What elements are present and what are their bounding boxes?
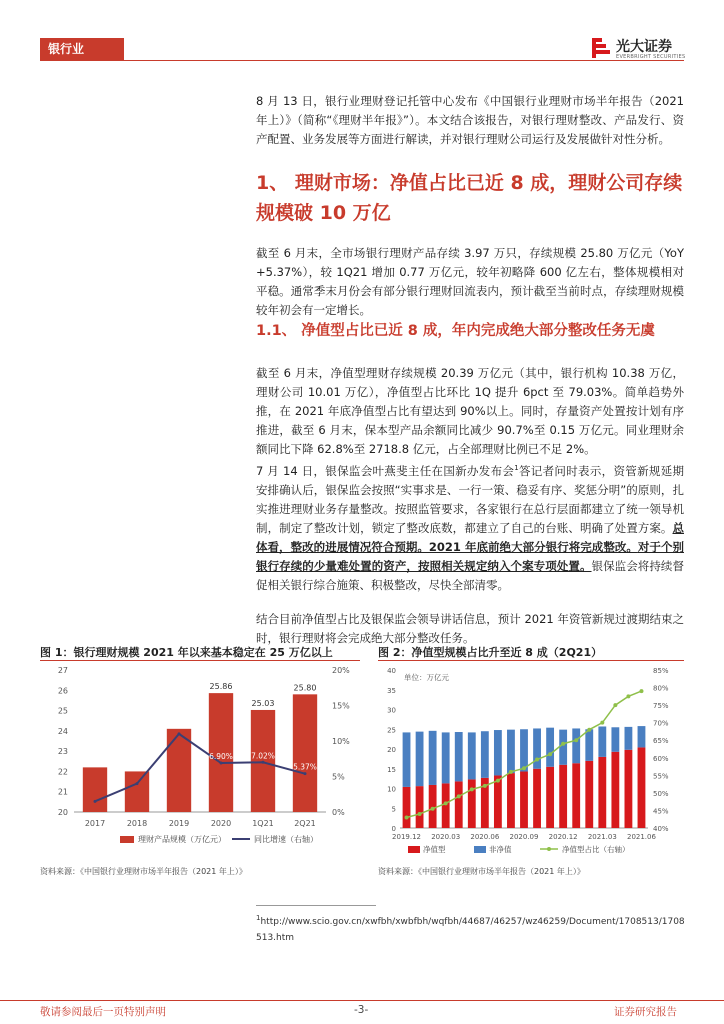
footnote bbox=[256, 910, 686, 946]
y-right-tick-label: 0% bbox=[332, 808, 345, 817]
everbright-logo-icon bbox=[590, 36, 612, 60]
page-header bbox=[0, 0, 724, 70]
x-tick-label: 2017 bbox=[84, 819, 106, 828]
bar-scale-2017 bbox=[83, 767, 107, 812]
y-left-tick-label: 25 bbox=[387, 726, 396, 735]
non-nav-bar bbox=[533, 728, 541, 768]
nav-bar bbox=[598, 757, 606, 828]
y-right-tick-label: 65% bbox=[653, 737, 669, 746]
nav-ratio-point bbox=[483, 784, 487, 788]
brand-name: 光大证券 bbox=[616, 39, 672, 55]
nav-bar bbox=[494, 775, 502, 828]
non-nav-bar bbox=[429, 731, 437, 785]
nav-bar bbox=[559, 765, 567, 828]
nav-bar bbox=[507, 773, 515, 828]
legend-bar-label: 理财产品规模（万亿元） bbox=[138, 835, 226, 844]
figure-1-source: 资料来源：《中国银行业理财市场半年报告（2021 年上）》 bbox=[40, 867, 247, 876]
header-divider bbox=[40, 60, 684, 61]
y-left-tick-label: 5 bbox=[391, 805, 396, 814]
y-right-tick-label: 20% bbox=[332, 666, 350, 675]
y-right-tick-label: 50% bbox=[653, 789, 669, 798]
non-nav-bar bbox=[625, 727, 633, 750]
non-nav-bar bbox=[442, 732, 450, 783]
section-1-1-para2 bbox=[256, 459, 684, 595]
y-left-tick-label: 10 bbox=[387, 785, 396, 794]
non-nav-bar bbox=[598, 726, 606, 756]
non-nav-bar bbox=[507, 730, 515, 773]
page-number: -3- bbox=[354, 1004, 369, 1016]
non-nav-bar bbox=[611, 727, 619, 751]
figure-2-title: 图 2：净值型规模占比升至近 8 成（2Q21） bbox=[378, 646, 603, 659]
x-tick-label: 2019 bbox=[168, 819, 190, 828]
section-1-heading: 1、 理财市场：净值占比已近 8 成，理财公司存续规模破 10 万亿 bbox=[256, 172, 683, 224]
nav-ratio-point bbox=[405, 815, 409, 819]
nav-bar bbox=[585, 761, 593, 828]
growth-data-label: 6.90% bbox=[209, 752, 233, 762]
y-left-tick-label: 40 bbox=[387, 667, 396, 675]
legend-non-nav-label: 非净值 bbox=[489, 845, 512, 854]
y-right-tick-label: 10% bbox=[332, 737, 350, 746]
x-tick-label: 2020.12 bbox=[548, 833, 578, 841]
y-right-tick-label: 75% bbox=[653, 702, 669, 711]
nav-bar bbox=[403, 787, 411, 828]
nav-ratio-point bbox=[535, 758, 539, 762]
nav-ratio-point bbox=[522, 766, 526, 770]
figure-2-chart bbox=[378, 662, 684, 862]
non-nav-bar bbox=[572, 728, 580, 763]
y-right-tick-label: 70% bbox=[653, 719, 669, 728]
non-nav-bar bbox=[546, 728, 554, 767]
section-1-1-body bbox=[256, 364, 684, 648]
y-left-tick-label: 21 bbox=[57, 787, 68, 797]
nav-ratio-point bbox=[574, 738, 578, 742]
section-1-text: 截至 6 月末，全市场银行理财产品存续 3.97 万只，存续规模 25.80 万亿元（YoY +5.37%），较 1Q21 增加 0.77 万亿元，较年初略降 600 亿左右，整体规模相对平稳。通常季末月份会有部分银行理财回流表内，预计截至当前时点，存续理财规模较年初会有一定增长。 bbox=[256, 246, 684, 317]
non-nav-bar bbox=[455, 732, 463, 781]
non-nav-bar bbox=[416, 732, 424, 787]
para2-bold-conclusion: 总体看，整改的进展情况符合预期。2021 年底前绝大部分银行将完成整改。 bbox=[256, 520, 684, 554]
x-tick-label: 2021.03 bbox=[587, 833, 617, 841]
footnote-url[interactable]: http://www.scio.gov.cn/xwfbh/xwbfbh/wqfbh/44687/46257/wz46259/Document/1708513/1708513.htm bbox=[256, 917, 685, 943]
legend-line-label: 同比增速（右轴） bbox=[254, 835, 318, 844]
growth-point bbox=[304, 772, 307, 775]
y-left-tick-label: 24 bbox=[57, 726, 68, 736]
growth-data-label: 7.02% bbox=[251, 751, 275, 761]
nav-ratio-point bbox=[561, 742, 565, 746]
nav-ratio-point bbox=[600, 721, 604, 725]
growth-point bbox=[262, 761, 265, 764]
x-tick-label: 2019.12 bbox=[392, 833, 422, 841]
y-right-tick-label: 5% bbox=[332, 772, 345, 782]
unit-label: 单位：万亿元 bbox=[404, 673, 449, 682]
brand-name-en: EVERBRIGHT SECURITIES bbox=[616, 54, 686, 60]
nav-ratio-point bbox=[470, 787, 474, 791]
y-right-tick-label: 45% bbox=[653, 807, 669, 816]
nav-ratio-point bbox=[457, 794, 461, 798]
bar-data-label: 25.80 bbox=[293, 683, 317, 693]
growth-point bbox=[136, 782, 139, 785]
nav-ratio-point bbox=[613, 703, 617, 707]
figure-1-chart bbox=[40, 662, 360, 862]
figure-2-divider bbox=[378, 660, 684, 661]
legend-bar-swatch bbox=[120, 836, 134, 843]
y-left-tick-label: 30 bbox=[387, 706, 396, 715]
y-left-tick-label: 15 bbox=[387, 765, 396, 774]
industry-tag: 银行业 bbox=[40, 38, 124, 60]
x-tick-label: 2020.03 bbox=[431, 833, 461, 841]
growth-point bbox=[220, 762, 223, 765]
section-1-1-para1: 截至 6 月末，净值型理财存续规模 20.39 万亿元（其中，银行机构 10.38 万亿，理财公司 10.01 万亿），净值型占比环比 1Q 提升 6pct 至 79.03%。简单趋势外推，在 2021 年底净值型占比有望达到 90%以上。同时，存量资产处置按计划有序推进，截至 6 月末，保本型产品余额同比减少 90.7%至 0.15 万亿元。同业理财余额同比下降 62.8%至 2718.8 亿元，占全部理财比例已不足 2%。 bbox=[256, 366, 684, 456]
para2-part-c: 银保监会将持续督促相关银行综合施策、积极整改，尽快全部清零。 bbox=[256, 558, 685, 592]
y-right-tick-label: 85% bbox=[653, 667, 669, 675]
nav-bar bbox=[520, 772, 528, 828]
growth-point bbox=[94, 800, 97, 803]
x-tick-label: 1Q21 bbox=[252, 819, 274, 828]
nav-bar bbox=[442, 783, 450, 828]
legend-ratio-label: 净值型占比（右轴） bbox=[562, 845, 630, 854]
x-tick-label: 2Q21 bbox=[294, 819, 316, 828]
x-tick-label: 2021.06 bbox=[626, 833, 656, 841]
nav-bar bbox=[455, 781, 463, 828]
bar-scale-2019 bbox=[167, 729, 191, 812]
non-nav-bar bbox=[481, 731, 489, 778]
y-right-tick-label: 80% bbox=[653, 684, 669, 693]
non-nav-bar bbox=[585, 729, 593, 761]
x-tick-label: 2018 bbox=[126, 819, 148, 828]
nav-bar bbox=[572, 763, 580, 828]
x-tick-label: 2020 bbox=[210, 819, 232, 828]
nav-ratio-point bbox=[639, 689, 643, 693]
nav-bar bbox=[429, 785, 437, 828]
y-right-tick-label: 60% bbox=[653, 754, 669, 763]
section-1-1-para3: 结合目前净值型占比及银保监会领导讲话信息，预计 2021 年资管新规过渡期结束之时，银行理财将会完成绝大部分整改任务。 bbox=[256, 611, 684, 645]
figure-1-divider bbox=[40, 660, 360, 661]
nav-ratio-point bbox=[496, 779, 500, 783]
section-1-paragraph bbox=[256, 244, 684, 320]
non-nav-bar bbox=[468, 732, 476, 779]
footer-report-type: 证券研究报告 bbox=[614, 1006, 677, 1018]
nav-ratio-point bbox=[587, 728, 591, 732]
footnote-divider bbox=[256, 905, 376, 906]
y-left-tick-label: 27 bbox=[57, 666, 68, 675]
bar-scale-2Q21 bbox=[293, 694, 317, 812]
nav-ratio-point bbox=[626, 694, 630, 698]
y-left-tick-label: 20 bbox=[387, 746, 396, 754]
para2-bold-special: 对于个别银行存续的少量难处置的资产，按照相关规定纳入个案专项处置。 bbox=[256, 539, 684, 573]
nav-bar bbox=[533, 769, 541, 828]
legend-ratio-marker bbox=[547, 847, 551, 851]
y-right-tick-label: 40% bbox=[653, 825, 669, 833]
nav-bar bbox=[546, 767, 554, 828]
bar-data-label: 25.03 bbox=[251, 698, 275, 708]
intro-text: 8 月 13 日，银行业理财登记托管中心发布《中国银行业理财市场半年报告（2021 年上）》（简称“《理财半年报》”）。本文结合该报告，对银行理财整改、产品发行、资产配置、业务发展等方面进行解读，并对银行理财公司运行及发展做针对性分析。 bbox=[256, 94, 684, 146]
figure-1-title: 图 1：银行理财规模 2021 年以来基本稳定在 25 万亿以上 bbox=[40, 646, 333, 659]
legend-non-nav-swatch bbox=[474, 846, 486, 853]
y-left-tick-label: 0 bbox=[391, 825, 396, 833]
figure-2-source: 资料来源：《中国银行业理财市场半年报告（2021 年上）》 bbox=[378, 867, 585, 876]
legend-nav-swatch bbox=[408, 846, 420, 853]
y-left-tick-label: 23 bbox=[57, 747, 68, 757]
bar-data-label: 25.86 bbox=[209, 682, 233, 692]
nav-ratio-point bbox=[418, 812, 422, 816]
intro-paragraph bbox=[256, 92, 684, 149]
x-tick-label: 2020.09 bbox=[509, 833, 539, 841]
y-left-tick-label: 35 bbox=[387, 686, 396, 695]
footer-disclaimer[interactable]: 敬请参阅最后一页特别声明 bbox=[40, 1006, 166, 1018]
footnote-number: 1 bbox=[256, 914, 261, 922]
nav-bar bbox=[638, 747, 646, 828]
section-1-1-heading: 1.1、 净值型占比已近 8 成，年内完成绝大部分整改任务无虞 bbox=[256, 323, 655, 339]
y-left-tick-label: 20 bbox=[57, 808, 68, 817]
non-nav-bar bbox=[403, 732, 411, 787]
non-nav-bar bbox=[494, 730, 502, 775]
bar-scale-2018 bbox=[125, 771, 149, 812]
footer-divider bbox=[0, 1000, 724, 1001]
non-nav-bar bbox=[559, 730, 567, 765]
nav-bar bbox=[468, 779, 476, 828]
footnote-ref[interactable]: 1 bbox=[514, 464, 519, 472]
y-left-tick-label: 25 bbox=[57, 706, 68, 716]
x-tick-label: 2020.06 bbox=[470, 833, 500, 841]
nav-bar bbox=[416, 786, 424, 828]
brand-logo bbox=[590, 34, 700, 62]
y-right-tick-label: 55% bbox=[653, 772, 669, 781]
nav-ratio-point bbox=[509, 770, 513, 774]
growth-point bbox=[178, 732, 181, 735]
y-left-tick-label: 22 bbox=[57, 767, 68, 777]
y-right-tick-label: 15% bbox=[332, 701, 350, 711]
para2-part-a: 7 月 14 日，银保监会叶燕斐主任在国新办发布会 bbox=[256, 463, 515, 478]
legend-nav-label: 净值型 bbox=[423, 845, 446, 854]
non-nav-bar bbox=[638, 726, 646, 747]
y-left-tick-label: 26 bbox=[57, 686, 68, 696]
non-nav-bar bbox=[520, 729, 528, 771]
nav-bar bbox=[611, 752, 619, 828]
nav-ratio-point bbox=[444, 801, 448, 805]
growth-data-label: 5.37% bbox=[293, 762, 317, 772]
nav-bar bbox=[625, 750, 633, 828]
nav-ratio-point bbox=[548, 752, 552, 756]
nav-ratio-point bbox=[431, 807, 435, 811]
para2-part-b: 答记者问时表示，资管新规延期安排确认后，银保监会按照“实事求是、一行一策、稳妥有序、奖惩分明”的原则，扎实推进理财业务存量整改。按照监管要求，各家银行在总行层面都建立了统一领导机制，制定了整改计划，锁定了整改底数，都建立了自己的台账、明确了处置方案。 bbox=[256, 463, 685, 535]
